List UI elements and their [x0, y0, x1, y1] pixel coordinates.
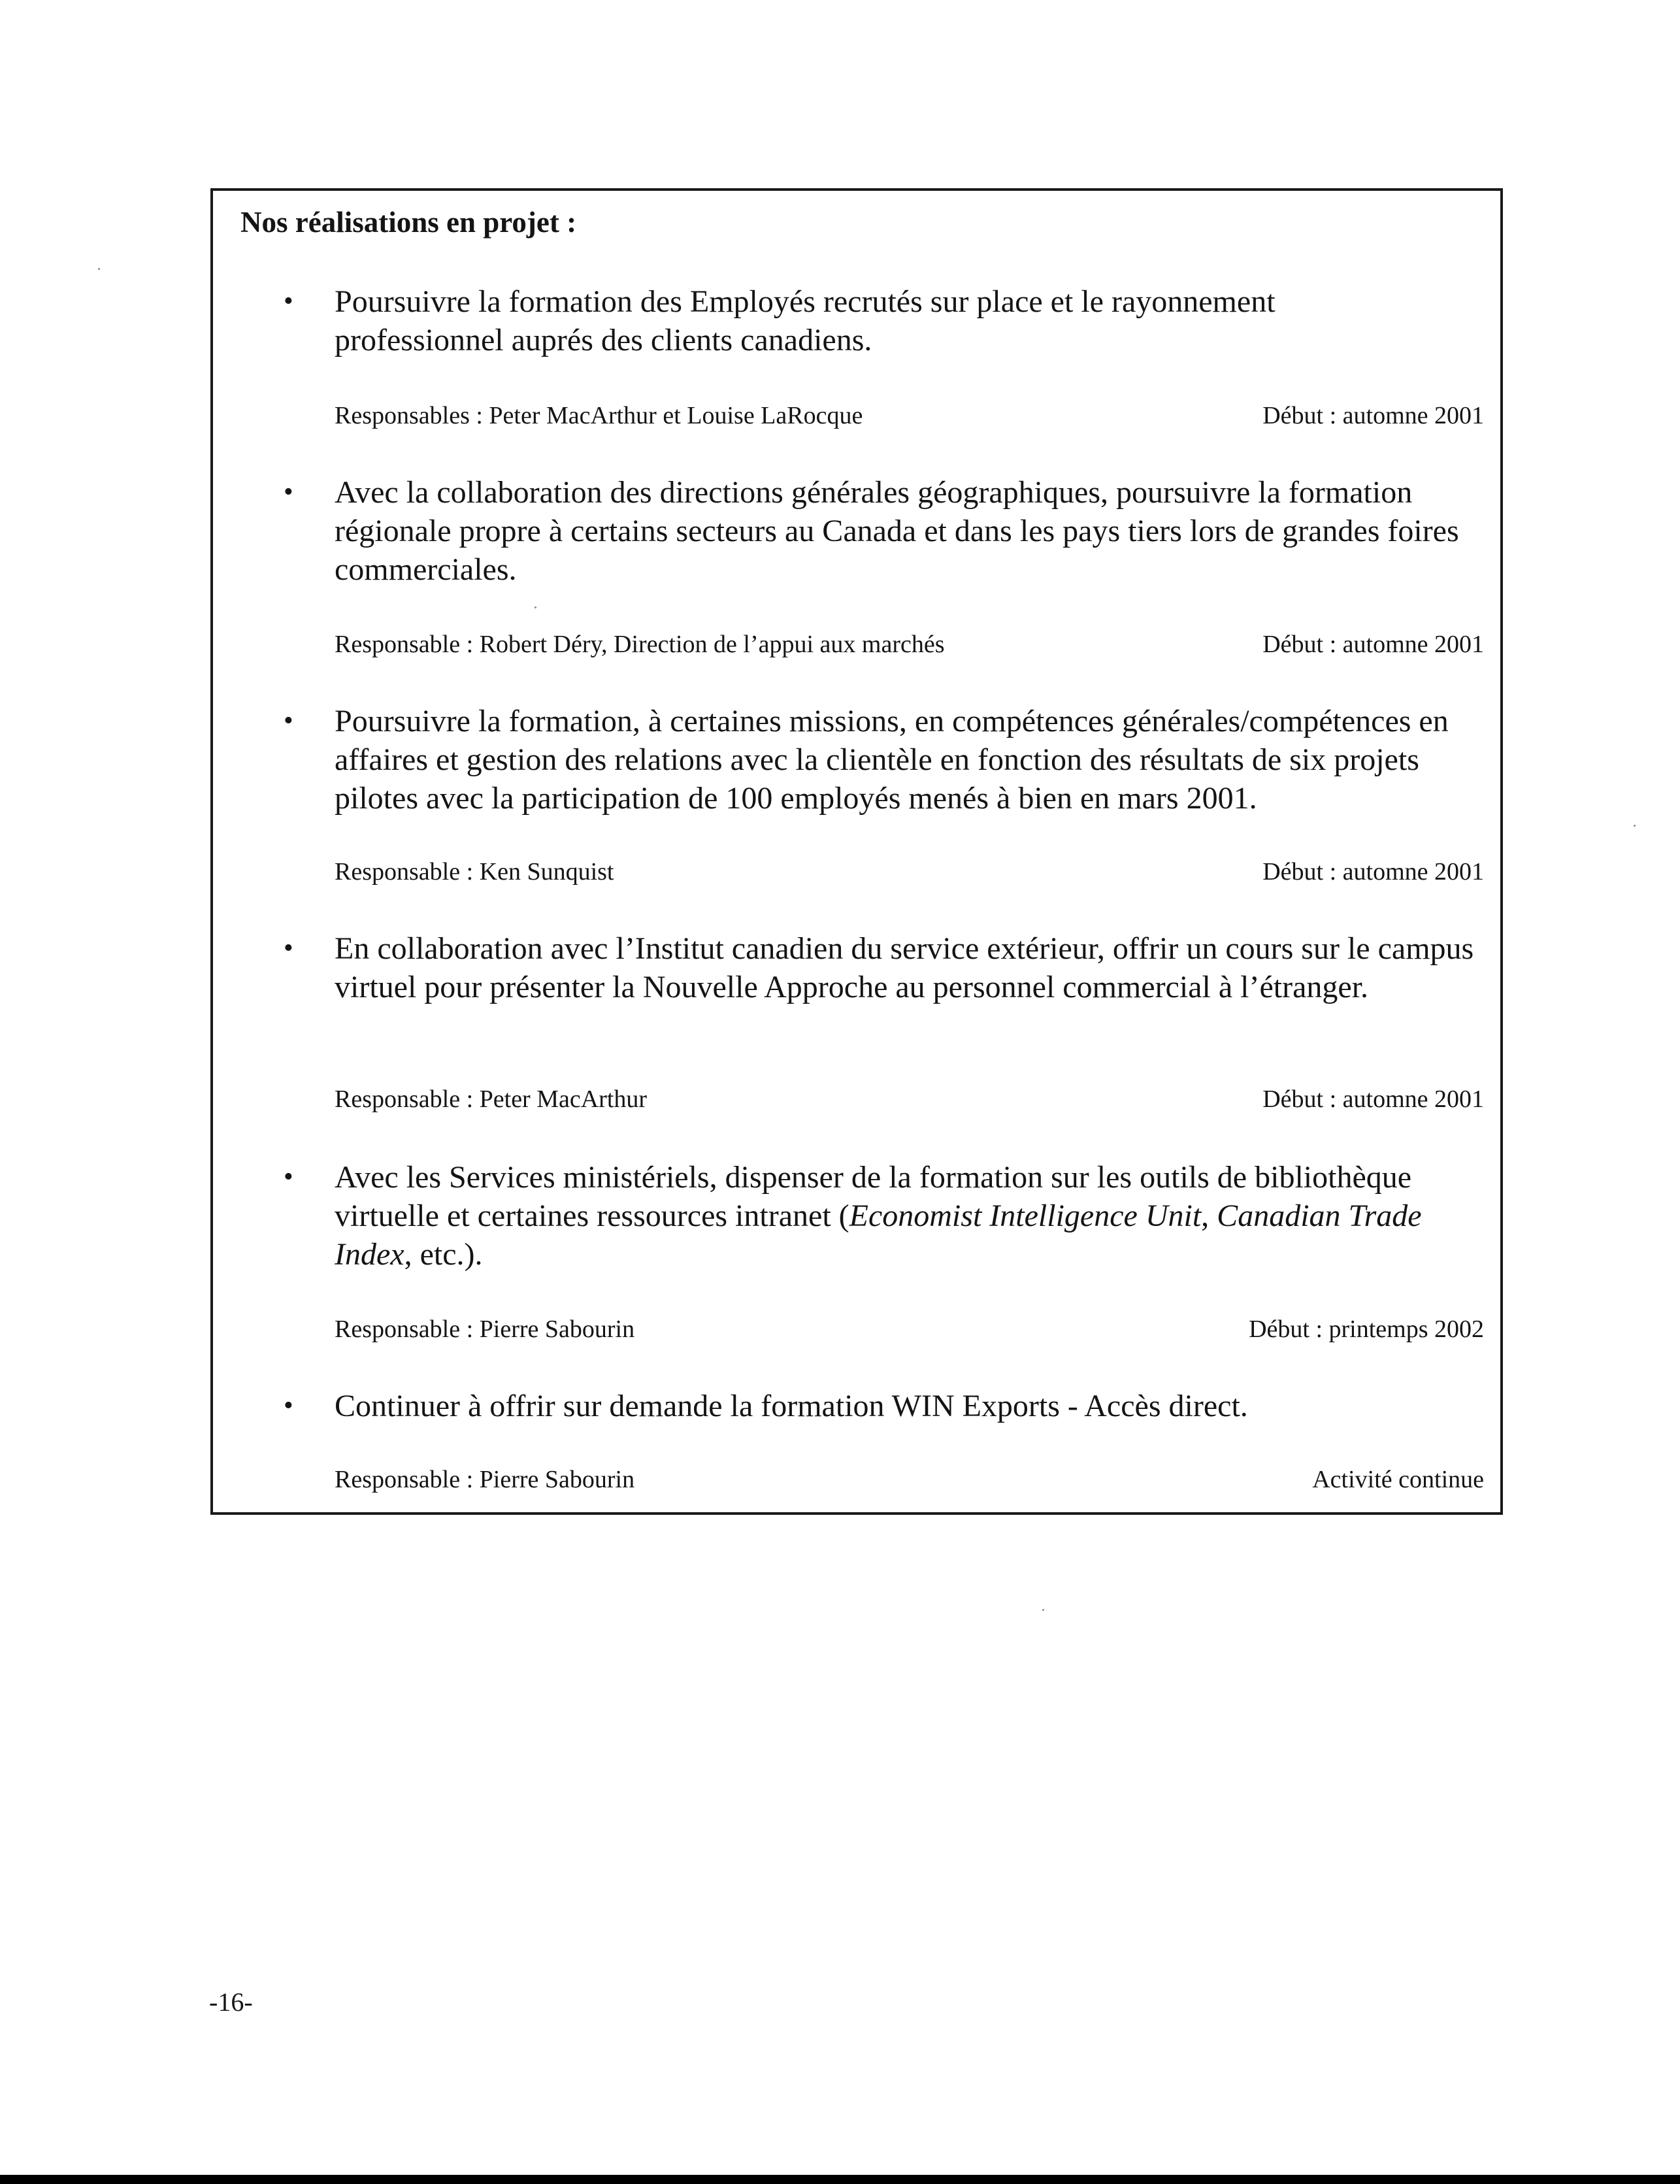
item-responsible: Responsable : Peter MacArthur — [335, 1085, 648, 1113]
scan-speck — [535, 606, 536, 608]
scan-border — [0, 2175, 1680, 2184]
item-responsible: Responsable : Ken Sunquist — [335, 858, 614, 885]
scan-speck — [1634, 825, 1636, 827]
item-description: Poursuivre la formation des Employés recrutés sur place et le rayonnement professionnel auprés des clients canadiens. — [335, 284, 1276, 357]
item-description: Avec la collaboration des directions générales géographiques, poursuivre la formation régionale propre à certains secteurs au Canada et dans les pays tiers lors de grandes foires commerciales. — [335, 475, 1459, 587]
item-text-part: , etc.). — [404, 1237, 483, 1272]
item-responsible: Responsable : Pierre Sabourin — [335, 1315, 635, 1343]
item-responsible: Responsable : Pierre Sabourin — [335, 1466, 635, 1493]
item-start: Début : automne 2001 — [1262, 631, 1484, 658]
item-responsible: Responsable : Robert Déry, Direction de l’appui aux marchés — [335, 631, 945, 658]
scan-speck — [98, 268, 100, 270]
item-start: Début : automne 2001 — [1262, 1085, 1484, 1113]
item-text-part: , — [1201, 1199, 1217, 1233]
item-text-part: Avec les Services ministériels, dispenser de la formation sur les outils de bibliothèque virtuelle et certaines ressources intranet ( — [335, 1160, 1412, 1233]
bullet-icon: • — [284, 933, 293, 963]
page-number: -16- — [209, 1987, 253, 2017]
item-start: Début : printemps 2002 — [1249, 1315, 1484, 1343]
item-start: Activité continue — [1312, 1466, 1484, 1493]
item-responsible: Responsables : Peter MacArthur et Louise LaRocque — [335, 402, 863, 429]
item-text-italic: Economist Intelligence Unit — [849, 1199, 1202, 1233]
bullet-icon: • — [284, 286, 293, 316]
scan-speck — [1042, 1609, 1044, 1611]
item-start: Début : automne 2001 — [1262, 402, 1484, 429]
bullet-icon: • — [284, 477, 293, 507]
item-text-italic: Canadian Trade Index — [335, 1199, 1422, 1272]
section-heading: Nos réalisations en projet : — [240, 206, 577, 239]
item-description: Poursuivre la formation, à certaines missions, en compétences générales/compétences en affaires et gestion des relations avec la clientèle en fonction des résultats de six projets pilotes avec la participation de 100 employés menés à bien en mars 2001. — [335, 704, 1449, 816]
bullet-icon: • — [284, 1162, 293, 1192]
item-start: Début : automne 2001 — [1262, 858, 1484, 885]
bullet-icon: • — [284, 1391, 293, 1421]
bullet-icon: • — [284, 706, 293, 736]
item-description — [335, 1158, 1485, 1274]
item-description: En collaboration avec l’Institut canadien du service extérieur, offrir un cours sur le campus virtuel pour présenter la Nouvelle Approche au personnel commercial à l’étranger. — [335, 931, 1474, 1004]
item-description: Continuer à offrir sur demande la formation WIN Exports - Accès direct. — [335, 1389, 1248, 1423]
